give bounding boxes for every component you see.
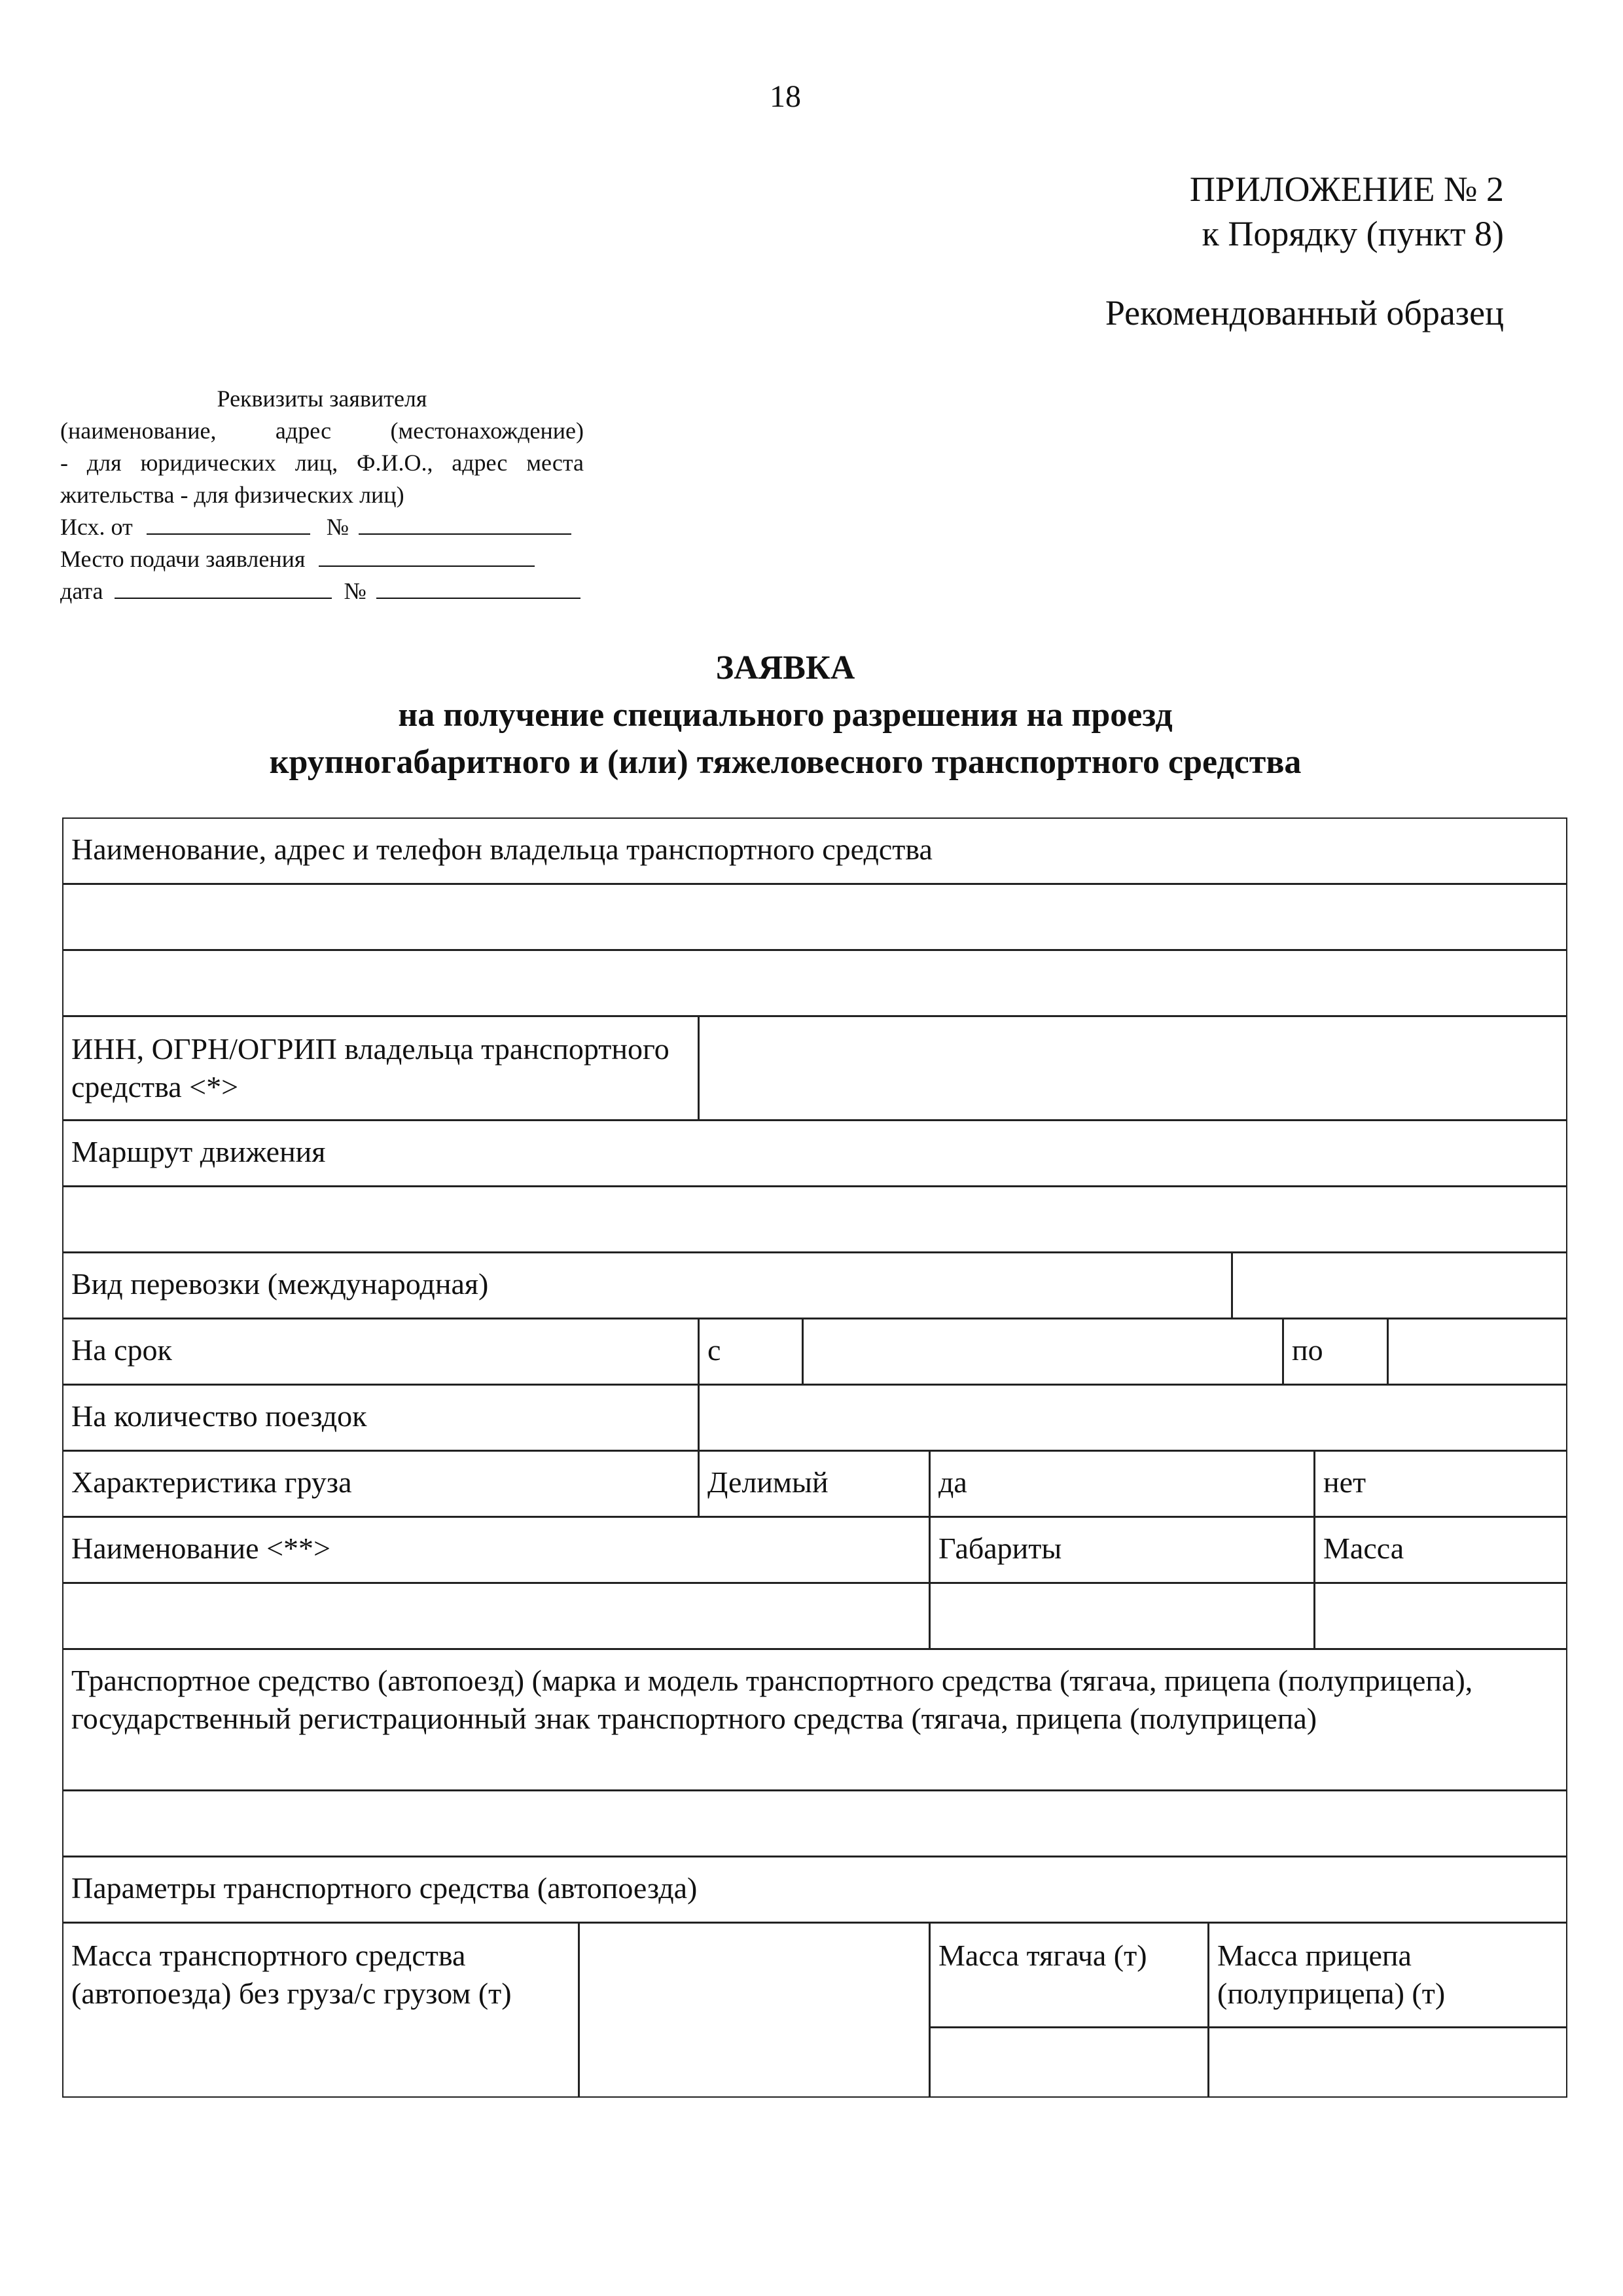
cargo-name-label: Наименование <**>	[62, 1516, 930, 1583]
tractor-mass-field[interactable]	[929, 2027, 1209, 2098]
requisites-line-1: (наименование, адрес (местонахождение)	[60, 418, 584, 444]
tractor-mass-label: Масса тягача (т)	[929, 1922, 1209, 2028]
date-number-label: №	[344, 578, 366, 604]
date-row	[60, 575, 584, 607]
trips-label: На количество поездок	[62, 1384, 699, 1451]
vehicle-mass-label: Масса транспортного средства (автопоезда) без груза/с грузом (т)	[62, 1922, 579, 2098]
owner-name-field-1[interactable]	[62, 884, 1567, 950]
outgoing-date-field[interactable]	[147, 511, 310, 535]
title-line-1: ЗАЯВКА	[715, 649, 855, 687]
place-row	[60, 543, 584, 575]
trips-field[interactable]	[698, 1384, 1567, 1451]
requisites-line-3: жительства - для физических лиц)	[60, 482, 404, 508]
application-title	[0, 645, 1571, 786]
divisible-no-option[interactable]: нет	[1314, 1450, 1567, 1517]
owner-name-field-2[interactable]	[62, 950, 1567, 1016]
transport-type-label: Вид перевозки (международная)	[62, 1252, 1232, 1319]
owner-inn-label: ИНН, ОГРН/ОГРИП владельца транспортного средства <*>	[62, 1016, 699, 1121]
title-line-3: крупногабаритного и (или) тяжеловесного транспортного средства	[269, 744, 1302, 781]
vehicle-field[interactable]	[62, 1790, 1567, 1857]
page-number: 18	[770, 79, 801, 114]
requisites-title: Реквизиты заявителя	[217, 386, 427, 412]
trailer-mass-label: Масса прицепа (полуприцепа) (т)	[1208, 1922, 1567, 2028]
cargo-name-field[interactable]	[62, 1583, 930, 1649]
date-field[interactable]	[115, 575, 332, 599]
applicant-requisites	[60, 383, 584, 607]
dimensions-label: Габариты	[929, 1516, 1315, 1583]
mass-field[interactable]	[1314, 1583, 1567, 1649]
trailer-mass-field[interactable]	[1208, 2027, 1567, 2098]
vehicle-params-label: Параметры транспортного средства (автопоезда)	[62, 1856, 1567, 1923]
outgoing-label: Исх. от	[60, 514, 133, 540]
outgoing-row	[60, 511, 584, 543]
vehicle-mass-field[interactable]	[579, 1922, 930, 2098]
period-from-field[interactable]	[802, 1318, 1283, 1385]
divisible-label: Делимый	[698, 1450, 930, 1517]
period-label: На срок	[62, 1318, 699, 1385]
divisible-yes-option[interactable]: да	[929, 1450, 1315, 1517]
period-from-label: с	[698, 1318, 803, 1385]
mass-label: Масса	[1314, 1516, 1567, 1583]
place-field[interactable]	[319, 543, 535, 567]
route-label: Маршрут движения	[62, 1120, 1567, 1187]
outgoing-number-label: №	[326, 514, 349, 540]
route-field[interactable]	[62, 1186, 1567, 1253]
owner-inn-field[interactable]	[698, 1016, 1567, 1121]
owner-name-label: Наименование, адрес и телефон владельца транспортного средства	[62, 817, 1567, 884]
cargo-label: Характеристика груза	[62, 1450, 699, 1517]
transport-type-field[interactable]	[1232, 1252, 1567, 1319]
dimensions-field[interactable]	[929, 1583, 1315, 1649]
outgoing-number-field[interactable]	[359, 511, 571, 535]
sample-label: Рекомендованный образец	[1105, 293, 1504, 332]
period-to-label: по	[1283, 1318, 1388, 1385]
place-label: Место подачи заявления	[60, 546, 306, 572]
annex-title: ПРИЛОЖЕНИЕ № 2	[1189, 170, 1504, 209]
date-number-field[interactable]	[376, 575, 580, 599]
vehicle-label: Транспортное средство (автопоезд) (марка и модель транспортного средства (тягача, прицепа (полуприцепа), государственный регистрационный знак транспортного средства (тягача, прицепа (полуприцепа)	[62, 1649, 1567, 1791]
title-line-2: на получение специального разрешения на проезд	[398, 696, 1173, 734]
requisites-line-2: - для юридических лиц, Ф.И.О., адрес места	[60, 450, 584, 476]
period-to-field[interactable]	[1387, 1318, 1567, 1385]
date-label: дата	[60, 578, 103, 604]
application-form-table	[63, 818, 1568, 2127]
annex-subtitle: к Порядку (пункт 8)	[1202, 214, 1504, 253]
